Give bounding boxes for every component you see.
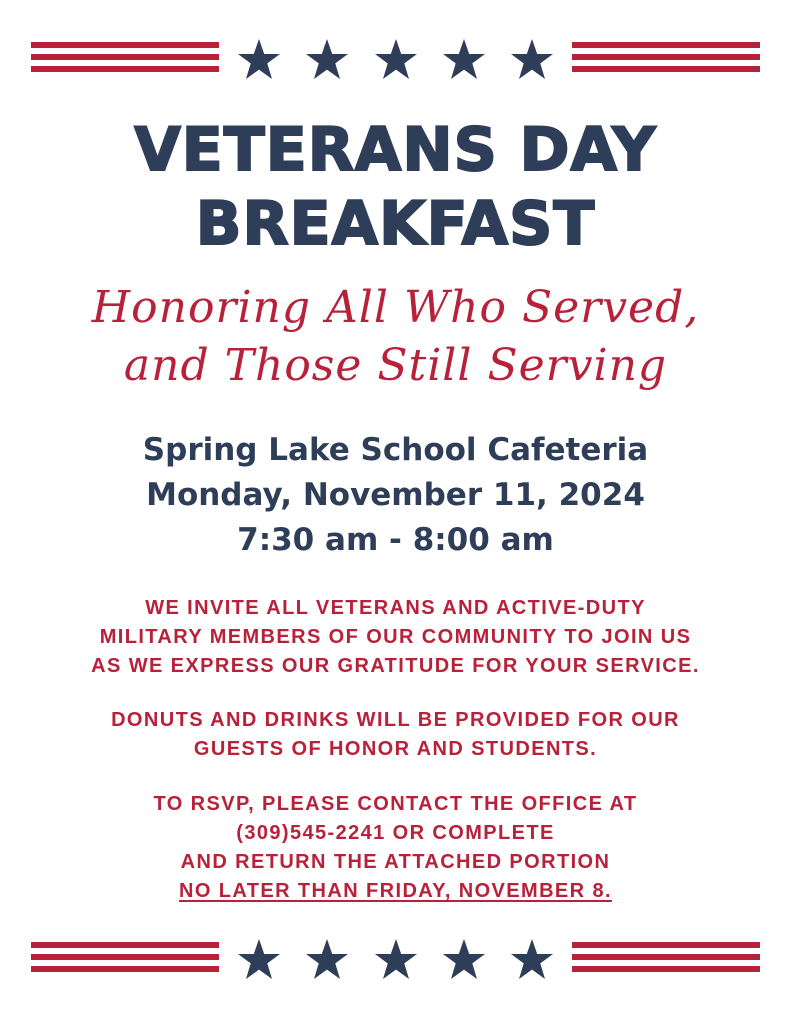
- star-icon: [510, 38, 554, 80]
- stripe: [572, 66, 760, 72]
- stripe: [31, 66, 219, 72]
- invite-line-1: WE INVITE ALL VETERANS AND ACTIVE-DUTY: [145, 597, 646, 619]
- invite-line-3: AS WE EXPRESS OUR GRATITUDE FOR YOUR SERVICE.: [91, 655, 700, 677]
- food-line-1: DONUTS AND DRINKS WILL BE PROVIDED FOR OUR: [111, 709, 680, 731]
- rsvp-line-1: TO RSVP, PLEASE CONTACT THE OFFICE AT: [153, 793, 638, 815]
- star-icon: [442, 38, 486, 80]
- stripes-right: [572, 40, 760, 76]
- star-icon: [374, 38, 418, 80]
- stars-row: [237, 38, 555, 78]
- star-icon: [237, 938, 281, 980]
- stripe: [572, 954, 760, 960]
- title-line-2: BREAKFAST: [195, 189, 596, 259]
- star-icon: [305, 38, 349, 80]
- event-time: 7:30 am - 8:00 am: [237, 522, 554, 558]
- rsvp-line-3: AND RETURN THE ATTACHED PORTION: [180, 851, 611, 873]
- stripe: [31, 966, 219, 972]
- invite-line-2: MILITARY MEMBERS OF OUR COMMUNITY TO JOIN US: [99, 626, 692, 648]
- stripe: [572, 54, 760, 60]
- top-decorative-band: [0, 38, 791, 78]
- event-date: Monday, November 11, 2024: [146, 477, 645, 513]
- stripes-right: [572, 940, 760, 976]
- title-line-1: VETERANS DAY: [134, 115, 657, 185]
- stripe: [572, 42, 760, 48]
- stripe: [572, 966, 760, 972]
- stripe: [31, 54, 219, 60]
- stripes-left: [31, 40, 219, 76]
- star-icon: [374, 938, 418, 980]
- stripe: [31, 42, 219, 48]
- stripe: [31, 942, 219, 948]
- stripes-left: [31, 940, 219, 976]
- rsvp-line-2: (309)545-2241 OR COMPLETE: [236, 822, 555, 844]
- bottom-decorative-band: [0, 938, 791, 978]
- stripe: [31, 954, 219, 960]
- food-line-2: GUESTS OF HONOR AND STUDENTS.: [193, 738, 598, 760]
- star-icon: [510, 938, 554, 980]
- stars-row: [237, 938, 555, 978]
- tagline-line-2: and Those Still Serving: [123, 340, 668, 391]
- event-location: Spring Lake School Cafeteria: [142, 432, 649, 468]
- star-icon: [237, 38, 281, 80]
- stripe: [572, 942, 760, 948]
- star-icon: [442, 938, 486, 980]
- rsvp-deadline: NO LATER THAN FRIDAY, NOVEMBER 8.: [179, 880, 612, 902]
- tagline-line-1: Honoring All Who Served,: [91, 282, 700, 333]
- rsvp-deadline-wrapper: [0, 877, 791, 906]
- star-icon: [305, 938, 349, 980]
